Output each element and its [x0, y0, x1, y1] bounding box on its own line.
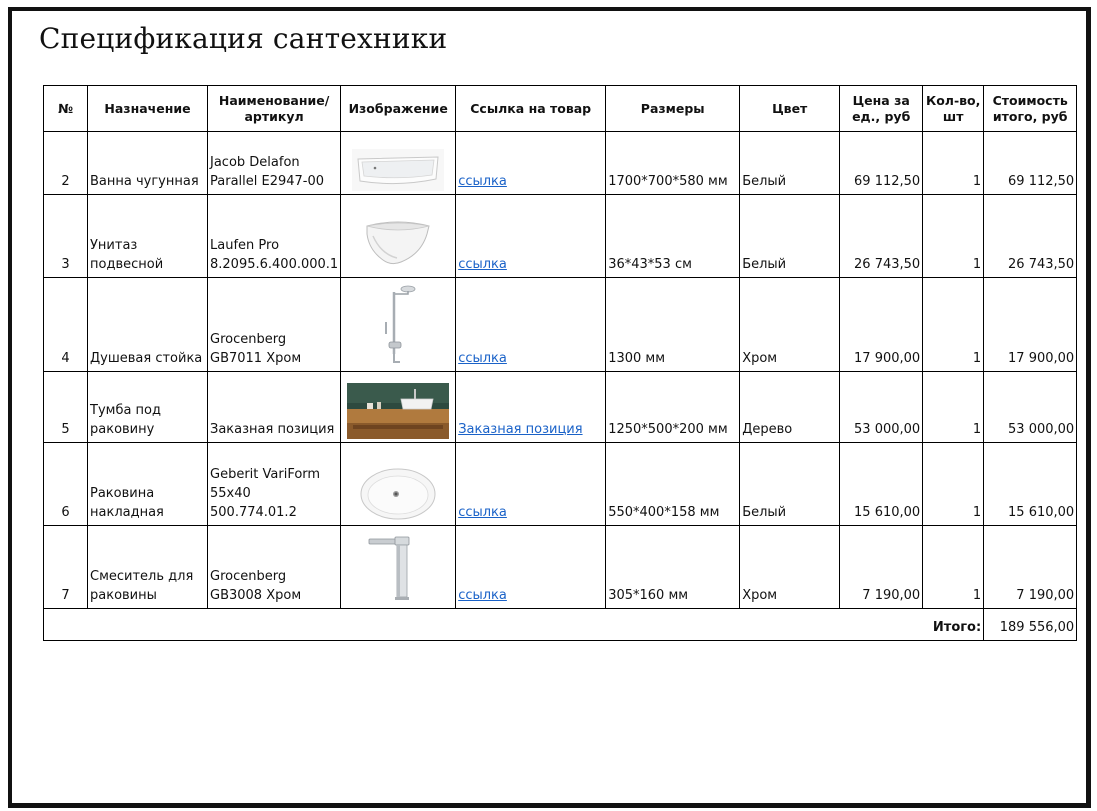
product-image: [341, 526, 456, 609]
row-price: 15 610,00: [840, 443, 923, 526]
product-link[interactable]: ссылка: [458, 174, 507, 189]
table-row: [44, 372, 1077, 443]
row-purpose: Ванна чугунная: [88, 132, 208, 195]
specification-table: [43, 85, 1077, 641]
column-header: Изображение: [341, 86, 456, 132]
product-image: [341, 132, 456, 195]
column-header: Кол-во, шт: [923, 86, 984, 132]
row-number: 4: [44, 278, 88, 372]
row-product-name: Grocenberg GB7011 Хром: [208, 278, 341, 372]
row-purpose: Тумба под раковину: [88, 372, 208, 443]
row-total: 26 743,50: [984, 195, 1077, 278]
vanity-icon: [343, 383, 453, 439]
product-link[interactable]: ссылка: [458, 588, 507, 603]
row-number: 6: [44, 443, 88, 526]
row-purpose: Унитаз подвесной: [88, 195, 208, 278]
row-color: Белый: [740, 443, 840, 526]
table-row: [44, 195, 1077, 278]
row-number: 2: [44, 132, 88, 195]
column-header: Стоимость итого, руб: [984, 86, 1077, 132]
column-header: Цена за ед., руб: [840, 86, 923, 132]
row-size: 305*160 мм: [606, 526, 740, 609]
row-quantity: 1: [923, 132, 984, 195]
column-header: Ссылка на товар: [456, 86, 606, 132]
row-size: 1700*700*580 мм: [606, 132, 740, 195]
row-color: Хром: [740, 526, 840, 609]
row-color: Хром: [740, 278, 840, 372]
table-row: [44, 278, 1077, 372]
row-size: 1300 мм: [606, 278, 740, 372]
row-total: 69 112,50: [984, 132, 1077, 195]
row-price: 69 112,50: [840, 132, 923, 195]
product-link[interactable]: ссылка: [458, 257, 507, 272]
row-color: Белый: [740, 195, 840, 278]
row-size: 550*400*158 мм: [606, 443, 740, 526]
column-header: №: [44, 86, 88, 132]
product-link[interactable]: ссылка: [458, 505, 507, 520]
product-link-cell: [456, 372, 606, 443]
product-link-cell: [456, 443, 606, 526]
row-quantity: 1: [923, 195, 984, 278]
row-size: 1250*500*200 мм: [606, 372, 740, 443]
product-link-cell: [456, 195, 606, 278]
total-label: Итого:: [44, 609, 984, 641]
row-total: 17 900,00: [984, 278, 1077, 372]
product-image: [341, 278, 456, 372]
row-product-name: Geberit VariForm 55x40 500.774.01.2: [208, 443, 341, 526]
table-row: [44, 443, 1077, 526]
row-quantity: 1: [923, 372, 984, 443]
page-title: Спецификация сантехники: [39, 22, 448, 55]
row-price: 17 900,00: [840, 278, 923, 372]
row-quantity: 1: [923, 526, 984, 609]
row-price: 26 743,50: [840, 195, 923, 278]
grand-total: 189 556,00: [984, 609, 1077, 641]
row-color: Белый: [740, 132, 840, 195]
row-purpose: Смеситель для раковины: [88, 526, 208, 609]
product-image: [341, 443, 456, 526]
bathtub-icon: [343, 149, 453, 191]
row-total: 7 190,00: [984, 526, 1077, 609]
product-link-cell: [456, 278, 606, 372]
product-link[interactable]: Заказная позиция: [458, 422, 583, 437]
total-row: [44, 609, 1077, 641]
row-product-name: Grocenberg GB3008 Хром: [208, 526, 341, 609]
row-price: 53 000,00: [840, 372, 923, 443]
row-quantity: 1: [923, 443, 984, 526]
row-product-name: Laufen Pro 8.2095.6.400.000.1: [208, 195, 341, 278]
product-link[interactable]: ссылка: [458, 351, 507, 366]
table-row: [44, 526, 1077, 609]
product-image: [341, 195, 456, 278]
row-number: 5: [44, 372, 88, 443]
row-price: 7 190,00: [840, 526, 923, 609]
table-row: [44, 132, 1077, 195]
column-header: Цвет: [740, 86, 840, 132]
row-purpose: Раковина накладная: [88, 443, 208, 526]
toilet-icon: [343, 214, 453, 274]
shower-icon: [343, 282, 453, 368]
row-color: Дерево: [740, 372, 840, 443]
sink-icon: [343, 466, 453, 522]
column-header: Размеры: [606, 86, 740, 132]
header-row: [44, 86, 1077, 132]
row-total: 15 610,00: [984, 443, 1077, 526]
product-link-cell: [456, 132, 606, 195]
row-product-name: Заказная позиция: [208, 372, 341, 443]
product-image: [341, 372, 456, 443]
column-header: Назначение: [88, 86, 208, 132]
product-link-cell: [456, 526, 606, 609]
row-number: 7: [44, 526, 88, 609]
row-purpose: Душевая стойка: [88, 278, 208, 372]
faucet-icon: [343, 535, 453, 605]
row-quantity: 1: [923, 278, 984, 372]
row-number: 3: [44, 195, 88, 278]
column-header: Наименование/ артикул: [208, 86, 341, 132]
row-product-name: Jacob Delafon Parallel E2947-00: [208, 132, 341, 195]
row-total: 53 000,00: [984, 372, 1077, 443]
row-size: 36*43*53 см: [606, 195, 740, 278]
